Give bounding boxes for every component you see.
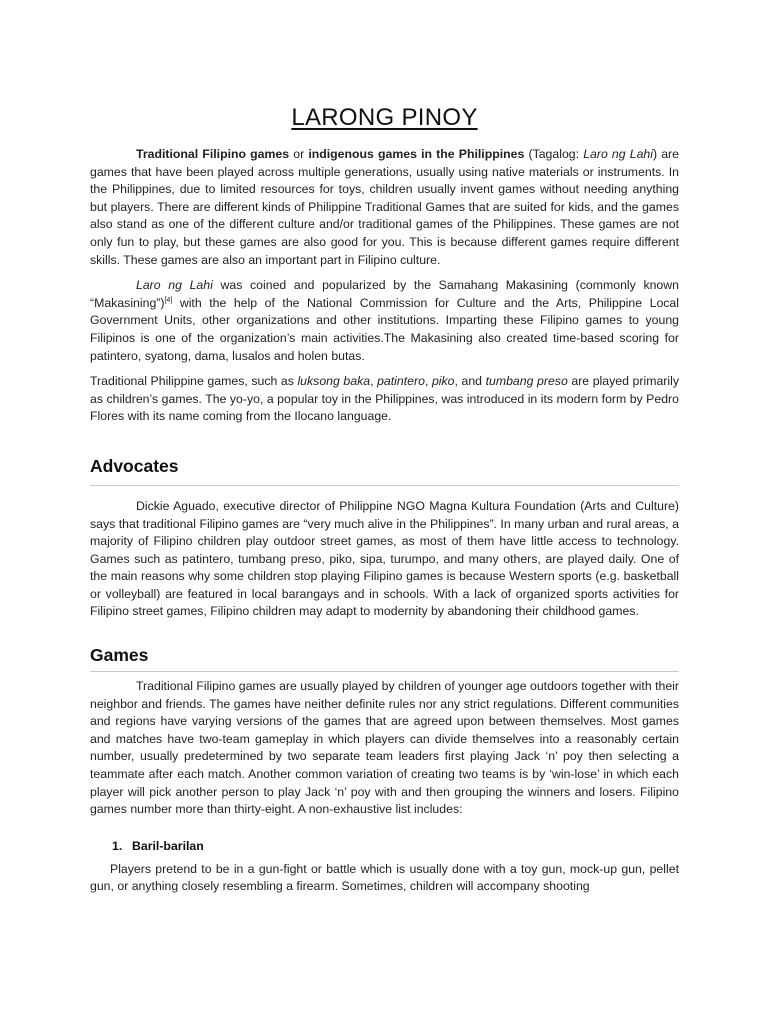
intro-text: (Tagalog: <box>524 147 584 161</box>
page-title: LARONG PINOY <box>291 104 478 131</box>
intro-text: Traditional Philippine games, such as <box>90 374 298 389</box>
intro-paragraph-1 <box>90 146 679 269</box>
intro-text: with the help of the National Commission for Culture and the Arts, Philippine Local Government Units, other organizations and other institutions. Imparting these Filipino games to young Filipinos is one of the organization’s main activities.The Makasining also created time-based scoring for patintero, syatong, dama, lusalos and holen butas. <box>90 295 679 363</box>
list-item <box>112 839 679 853</box>
intro-text: ) are games that have been played across multiple generations, usually using native materials or instruments. In the Philippines, due to limited resources for toys, children usually invent games without needing anything but players. There are different kinds of Philippine Traditional Games that are suited for kids, and the games also stand as one of the different culture and/or traditional games of the Philippines. These games are not only fun to play, but these games are also good for you. This is because different games require different skills. These games are also an important part in Filipino culture. <box>90 147 679 267</box>
italic-game-name: tumbang preso <box>485 374 568 389</box>
intro-text: , <box>424 374 432 389</box>
advocates-heading: Advocates <box>90 455 179 476</box>
advocates-section <box>90 456 679 621</box>
intro-text: or <box>289 147 309 161</box>
list-item-title: Baril-barilan <box>132 838 204 853</box>
citation-superscript: [4] <box>164 296 173 304</box>
intro-text: was coined and popularized by the Samahang Makasining (commonly known “Makasining”) <box>90 278 679 310</box>
section-divider <box>90 485 679 486</box>
intro-text: are played primarily as children’s games. The yo-yo, a popular toy in the Philippines, was introduced in its modern form by Pedro Flores with its name coming from the Ilocano language. <box>90 374 679 424</box>
advocates-paragraph: Dickie Aguado, executive director of Philippine NGO Magna Kultura Foundation (Arts and Culture) says that traditional Filipino games are “very much alive in the Philippines”. In many urban and rural areas, a majority of Filipino children play outdoor street games, as most of them have little access to technology. Games such as patintero, tumbang preso, piko, sipa, turumpo, and many others, are played daily. One of the main reasons why some children stop playing Filipino games is because Western sports (e.g. basketball or volleyball) are featured in local barangays and in schools. With a lack of organized sports activities for Filipino street games, Filipino children may adapt to modernity by abandoning their childhood games. <box>90 498 679 619</box>
intro-paragraph-2 <box>90 277 679 365</box>
games-heading: Games <box>90 645 149 666</box>
list-item-number: 1. <box>112 838 123 853</box>
italic-term-laro-ng-lahi: Laro ng Lahi <box>583 147 653 161</box>
list-item-description: Players pretend to be in a gun-fight or battle which is usually done with a toy gun, mock-up gun, pellet gun, or anything closely resembling a firearm. Sometimes, children will accompany shooting <box>90 861 679 894</box>
italic-game-name: piko <box>431 374 455 389</box>
section-divider <box>90 671 679 672</box>
bold-term-traditional-games: Traditional Filipino games <box>136 147 290 161</box>
italic-game-name: luksong baka <box>297 374 371 389</box>
italic-game-name: patintero <box>377 374 425 389</box>
italic-term-laro-ng-lahi: Laro ng Lahi <box>136 278 213 293</box>
intro-text: , and <box>454 374 486 389</box>
bold-term-indigenous-games: indigenous games in the Philippines <box>308 147 525 161</box>
intro-text: , <box>370 374 378 389</box>
intro-paragraph-3 <box>90 373 679 426</box>
games-section <box>90 645 679 896</box>
games-paragraph: Traditional Filipino games are usually played by children of younger age outdoors together with their neighbor and friends. The games have neither definite rules nor any strict regulations. Different communities and regions have varying versions of the games that are agreed upon between themselves. Most games and matches have two-team gameplay in which players can divide themselves into a reasonably certain number, usually predetermined by two separate team leaders first playing Jack ‘n’ poy then selecting a teammate after each match. Another common variation of creating two teams is by ‘win-lose’ in which each player will pick another person to play Jack ‘n’ poy with and then grouping the winners and losers. Filipino games number more than thirty-eight. A non-exhaustive list includes: <box>90 679 679 817</box>
